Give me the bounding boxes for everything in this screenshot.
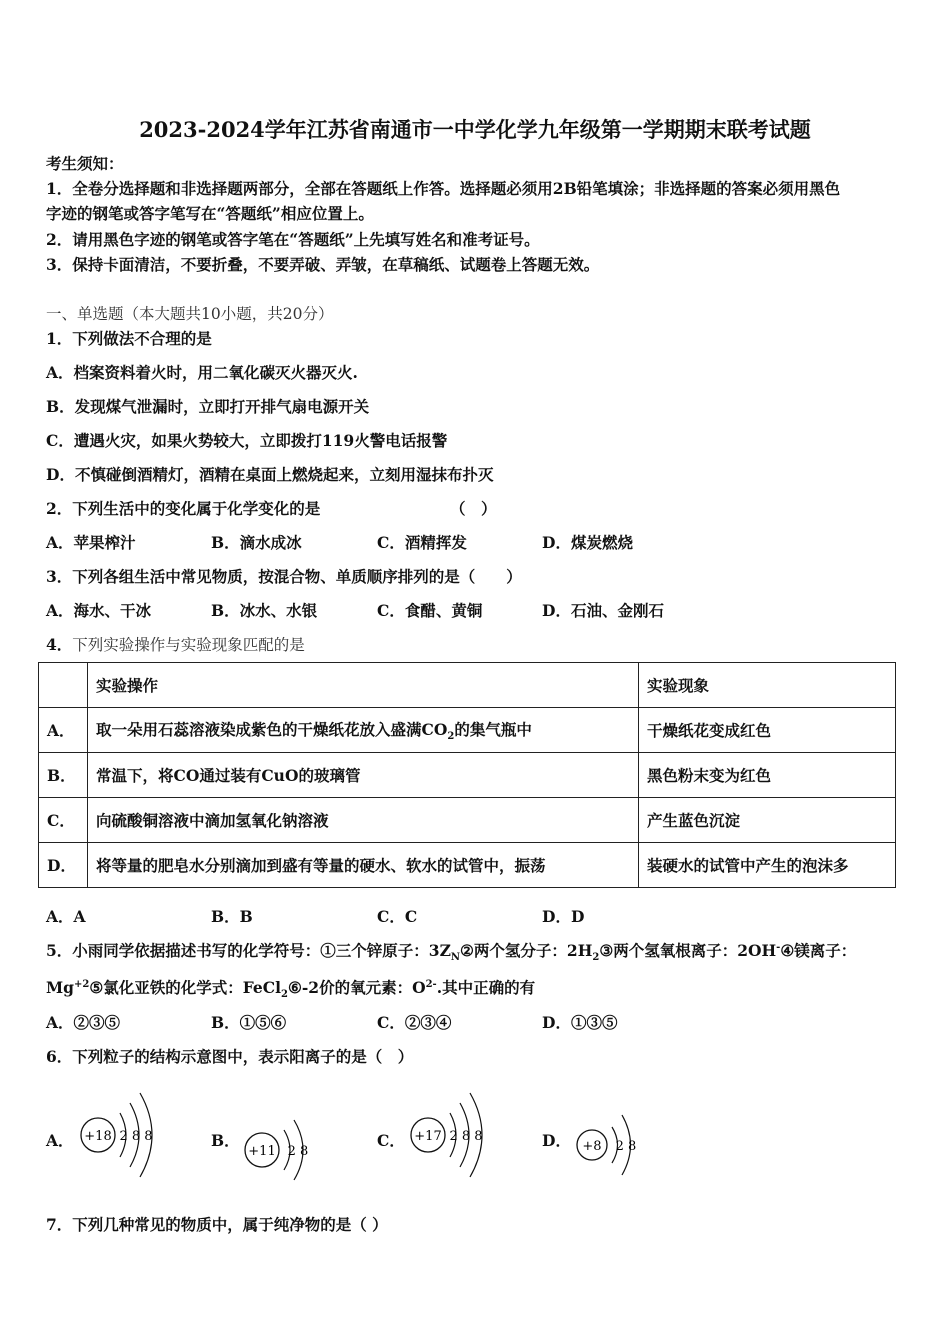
q5-text: ⑥-2价的氧元素：O — [287, 978, 426, 997]
row-operation: 常温下，将CO通过装有CuO的玻璃管 — [88, 753, 639, 798]
shell-electrons: 2 8 8 — [119, 1129, 153, 1144]
table-header-row — [39, 663, 896, 708]
q4-option-a: A．A — [46, 907, 86, 926]
operation-text: 取一朵用石蕊溶液染成紫色的干燥纸花放入盛满CO — [96, 719, 448, 739]
table-row — [39, 843, 896, 888]
table-row — [39, 753, 896, 798]
superscript: +2 — [74, 978, 90, 990]
row-phenomenon: 装硬水的试管中产生的泡沫多 — [639, 843, 896, 888]
atom-diagram-c — [408, 1085, 498, 1189]
q3-option-c: C．食醋、黄铜 — [377, 601, 483, 620]
table-cell — [39, 663, 88, 708]
q1-option-c: C．遭遇火灾，如果火势较大，立即拨打119火警电话报警 — [46, 431, 448, 450]
notice-line-2: 2．请用黑色字迹的钢笔或答字笔在“答题纸”上先填写姓名和准考证号。 — [46, 230, 540, 249]
nucleus-charge: +8 — [582, 1139, 602, 1154]
q2-option-c: C．酒精挥发 — [377, 533, 467, 552]
q4-number: 4． — [46, 635, 73, 654]
superscript: 2- — [425, 978, 437, 990]
nucleus-charge: +17 — [414, 1129, 442, 1144]
q5-option-d: D．①③⑤ — [542, 1013, 618, 1032]
row-label: D． — [39, 843, 88, 888]
q2-stem: 2．下列生活中的变化属于化学变化的是 — [46, 499, 321, 518]
q2-option-b: B．滴水成冰 — [211, 533, 302, 552]
q3-option-d: D．石油、金刚石 — [542, 601, 664, 620]
row-label: B． — [39, 753, 88, 798]
superscript: - — [776, 941, 781, 953]
table-header-operation: 实验操作 — [88, 663, 639, 708]
atom-diagram-d — [572, 1100, 652, 1184]
row-label: A． — [39, 708, 88, 753]
subscript: 2 — [280, 989, 288, 1001]
q1-option-a: A．档案资料着火时，用二氧化碳灭火器灭火. — [46, 363, 358, 382]
table-header-phenomenon: 实验现象 — [639, 663, 896, 708]
notice-line-1b: 字迹的钢笔或答字笔写在“答题纸”相应位置上。 — [46, 204, 374, 223]
q4-option-d: D．D — [542, 907, 585, 926]
operation-text-tail: 的集气瓶中 — [454, 719, 532, 739]
notice-line-1a: 1．全卷分选择题和非选择题两部分，全部在答题纸上作答。选择题必须用2B铅笔填涂；非选择题的答案必须用黑色 — [46, 179, 841, 198]
subscript: N — [450, 952, 461, 964]
q5-text: ②两个氢分子：2H — [460, 941, 593, 960]
q5-text: .其中正确的有 — [436, 978, 536, 997]
page-title: 2023-2024学年江苏省南通市一中学化学九年级第一学期期末联考试题 — [139, 117, 811, 142]
q5-option-c: C．②③④ — [377, 1013, 452, 1032]
q6-stem: 6．下列粒子的结构示意图中，表示阳离子的是（ ） — [46, 1047, 414, 1066]
shell-electrons: 2 8 8 — [449, 1129, 483, 1144]
subscript: 2 — [592, 952, 600, 964]
q5-line-2 — [46, 976, 535, 1000]
q6-option-a-label: A． — [46, 1131, 74, 1150]
q6-option-b-label: B． — [211, 1131, 240, 1150]
q2-option-a: A．苹果榨汁 — [46, 533, 136, 552]
table-row — [39, 798, 896, 843]
nucleus-charge: +18 — [84, 1129, 112, 1144]
experiment-table — [38, 662, 896, 888]
row-phenomenon: 黑色粉末变为红色 — [639, 753, 896, 798]
row-label: C． — [39, 798, 88, 843]
q4-stem — [46, 633, 305, 655]
q3-option-a: A．海水、干冰 — [46, 601, 152, 620]
row-phenomenon: 产生蓝色沉淀 — [639, 798, 896, 843]
row-operation: 将等量的肥皂水分别滴加到盛有等量的硬水、软水的试管中，振荡 — [88, 843, 639, 888]
q3-option-b: B．冰水、水银 — [211, 601, 318, 620]
q5-text: ④镁离子： — [780, 941, 857, 960]
q4-option-b: B．B — [211, 907, 253, 926]
row-operation — [88, 708, 639, 753]
q5-text: ⑤氯化亚铁的化学式：FeCl — [89, 978, 281, 997]
shell-electrons: 2 8 — [287, 1144, 309, 1159]
q2-answer-paren: （ ） — [450, 499, 497, 518]
q4-stem-text: 下列实验操作与实验现象匹配的是 — [72, 636, 305, 654]
q7-stem: 7．下列几种常见的物质中，属于纯净物的是（ ） — [46, 1215, 388, 1234]
row-phenomenon: 干燥纸花变成红色 — [639, 708, 896, 753]
q5-text: ③两个氢氧根离子：2OH — [599, 941, 777, 960]
table-row — [39, 708, 896, 753]
q3-stem: 3．下列各组生活中常见物质，按混合物、单质顺序排列的是（ ） — [46, 567, 522, 586]
row-operation: 向硫酸铜溶液中滴加氢氧化钠溶液 — [88, 798, 639, 843]
atom-diagram-b — [240, 1105, 320, 1189]
q2-option-d: D．煤炭燃烧 — [542, 533, 633, 552]
q1-option-d: D．不慎碰倒酒精灯，酒精在桌面上燃烧起来，立刻用湿抹布扑灭 — [46, 465, 494, 484]
q5-option-b: B．①⑤⑥ — [211, 1013, 287, 1032]
q5-option-a: A．②③⑤ — [46, 1013, 121, 1032]
q1-stem: 1．下列做法不合理的是 — [46, 329, 212, 348]
atom-diagram-a — [78, 1085, 168, 1189]
q1-option-b: B．发现煤气泄漏时，立即打开排气扇电源开关 — [46, 397, 370, 416]
subscript: 2 — [447, 731, 455, 743]
q5-line-1 — [46, 939, 856, 963]
shell-electrons: 2 8 — [615, 1139, 637, 1154]
notice-line-3: 3．保持卡面清洁，不要折叠，不要弄破、弄皱，在草稿纸、试题卷上答题无效。 — [46, 255, 600, 274]
nucleus-charge: +11 — [248, 1144, 276, 1159]
notice-heading: 考生须知： — [46, 154, 124, 173]
q6-option-c-label: C． — [377, 1131, 405, 1150]
q5-text: 5．小雨同学依据描述书写的化学符号：①三个锌原子：3Z — [46, 941, 451, 960]
q5-text: Mg — [46, 978, 74, 997]
section-heading: 一、单选题（本大题共10小题，共20分） — [46, 305, 334, 323]
q6-option-d-label: D． — [542, 1131, 571, 1150]
q4-option-c: C．C — [377, 907, 418, 926]
